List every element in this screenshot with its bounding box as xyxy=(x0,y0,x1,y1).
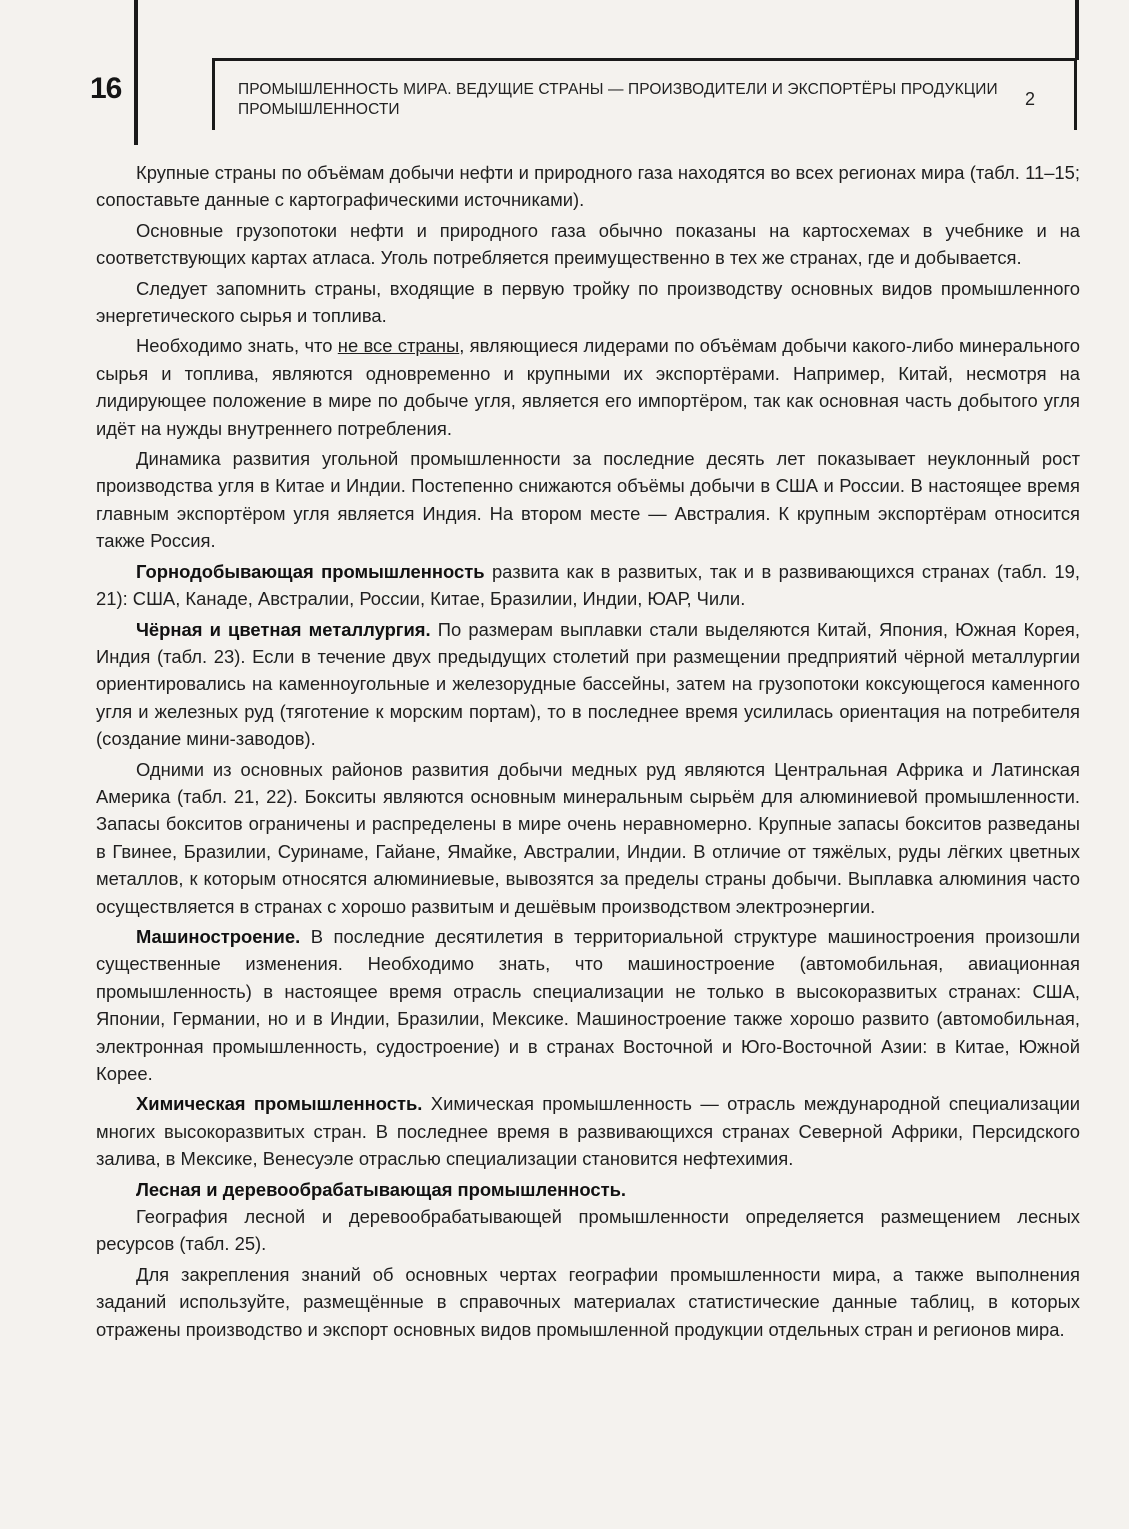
paragraph-forestry: География лесной и деревообрабатывающей промышленности определяется размещением лесных ресурсов (табл. 25). xyxy=(96,1206,1080,1255)
page-body xyxy=(96,159,1080,1343)
paragraph-mining xyxy=(96,558,1080,613)
paragraph-text: В последние десятилетия в территориальной структуре машиностроения произошли существенные изменения. Необходимо знать, что машиностроение (автомобильная, авиационная промышленность) в настоящее время отрасль специализации не только в высокоразвитых странах: США, Японии, Германии, но и в Индии, Бразилии, Мексике. Машиностроение также хорошо развито (автомобильная, электронная промышленность, судостроение) и в странах Восточной и Юго-Восточной Азии: в Китае, Южной Корее. xyxy=(96,925,1080,1084)
paragraph-text: Необходимо знать, что xyxy=(136,335,338,357)
paragraph-text: По размерам выплавки стали выделяются Китай, Япония, Южная Корея, Индия (табл. 23). Если в течение двух предыдущих столетий при размещении предприятий чёрной металлургии ориентировались на каменноугольные и железорудные бассейны, затем на грузопотоки коксующегося каменного угля и железных руд (тяготение к морским портам), то в последнее время усилилась ориентация на потребителя (создание мини-заводов). xyxy=(96,618,1080,750)
paragraph-text: , являющиеся лидерами по объёмам добычи какого-либо минерального сырья и топлива, являются одновременно и крупными их экспортёрами. Например, Китай, несмотря на лидирующее положение в мире по добыче угля, является его импортёром, так как основная часть добытого угля идёт на нужды внутреннего потребления. xyxy=(96,335,1081,439)
left-margin-rule xyxy=(134,0,138,145)
term-chemical: Химическая промышленность. xyxy=(136,1093,423,1115)
paragraph-metallurgy xyxy=(96,616,1080,753)
paragraph-text: Химическая промышленность — отрасль международной специализации многих высокоразвитых стран. В последнее время в развивающихся странах Северной Африки, Персидского залива, в Мексике, Венесуэле отраслью специализации становится нефтехимия. xyxy=(96,1093,1080,1170)
paragraph-copper-bauxite: Одними из основных районов развития добычи медных руд являются Центральная Африка и Латинская Америка (табл. 21, 22). Бокситы являются основным минеральным сырьём для алюминиевой промышленности. Запасы бокситов ограничены и распределены в мире очень неравномерно. Крупные запасы бокситов разведаны в Гвинее, Бразилии, Суринаме, Гайане, Ямайке, Австралии, Индии. В отличие от тяжёлых, руды лёгких цветных металлов, к которым относятся алюминиевые, вывозятся за пределы страны добычи. Выплавка алюминия часто осуществляется в странах с хорошо развитым и дешёвым производством электроэнергии. xyxy=(96,758,1080,917)
right-margin-rule xyxy=(1075,0,1079,60)
paragraph-coal-dynamics: Динамика развития угольной промышленности за последние десять лет показывает неуклонный рост производства угля в Китае и Индии. Постепенно снижаются объёмы добычи в США и России. В настоящее время главным экспортёром угля является Индия. На втором месте — Австралия. К крупным экспортёрам относится также Россия. xyxy=(96,448,1080,552)
chapter-title: ПРОМЫШЛЕННОСТЬ МИРА. ВЕДУЩИЕ СТРАНЫ — ПРОИЗВОДИТЕЛИ И ЭКСПОРТЁРЫ ПРОДУКЦИИ ПРОМЫШЛЕННОСТИ xyxy=(238,81,998,118)
term-machinery: Машиностроение. xyxy=(136,925,301,947)
paragraph-oil-gas-countries: Крупные страны по объёмам добычи нефти и природного газа находятся во всех регионах мира (табл. 11–15; сопоставьте данные с картографическими источниками). xyxy=(96,162,1080,211)
section-number: 2 xyxy=(1025,89,1036,109)
paragraph-conclusion: Для закрепления знаний об основных чертах географии промышленности мира, а также выполнения заданий используйте, размещённые в справочных материалах статистические данные таблиц, в которых отражены производство и экспорт основных видов промышленной продукции отдельных стран и регионов мира. xyxy=(96,1263,1080,1340)
term-forestry: Лесная и деревообрабатывающая промышленность. xyxy=(136,1178,627,1200)
term-metallurgy: Чёрная и цветная металлургия. xyxy=(136,618,431,640)
paragraph-forestry-heading xyxy=(96,1176,1080,1203)
term-mining: Горнодобывающая промышленность xyxy=(136,560,485,582)
underlined-phrase: не все страны xyxy=(337,335,460,357)
paragraph-exporters xyxy=(96,332,1080,442)
page-number: 16 xyxy=(90,72,122,105)
paragraph-chemical xyxy=(96,1090,1080,1172)
paragraph-text: развита как в развитых, так и в развивающихся странах (табл. 19, 21): США, Канаде, Австралии, России, Китае, Бразилии, Индии, ЮАР, Чили. xyxy=(96,560,1081,610)
paragraph-machinery xyxy=(96,923,1080,1087)
paragraph-top-three: Следует запомнить страны, входящие в первую тройку по производству основных видов промышленного энергетического сырья и топлива. xyxy=(96,277,1080,327)
paragraph-cargo-flows: Основные грузопотоки нефти и природного газа обычно показаны на картосхемах в учебнике и на соответствующих картах атласа. Уголь потребляется преимущественно в тех же странах, где и добывается. xyxy=(96,219,1080,269)
